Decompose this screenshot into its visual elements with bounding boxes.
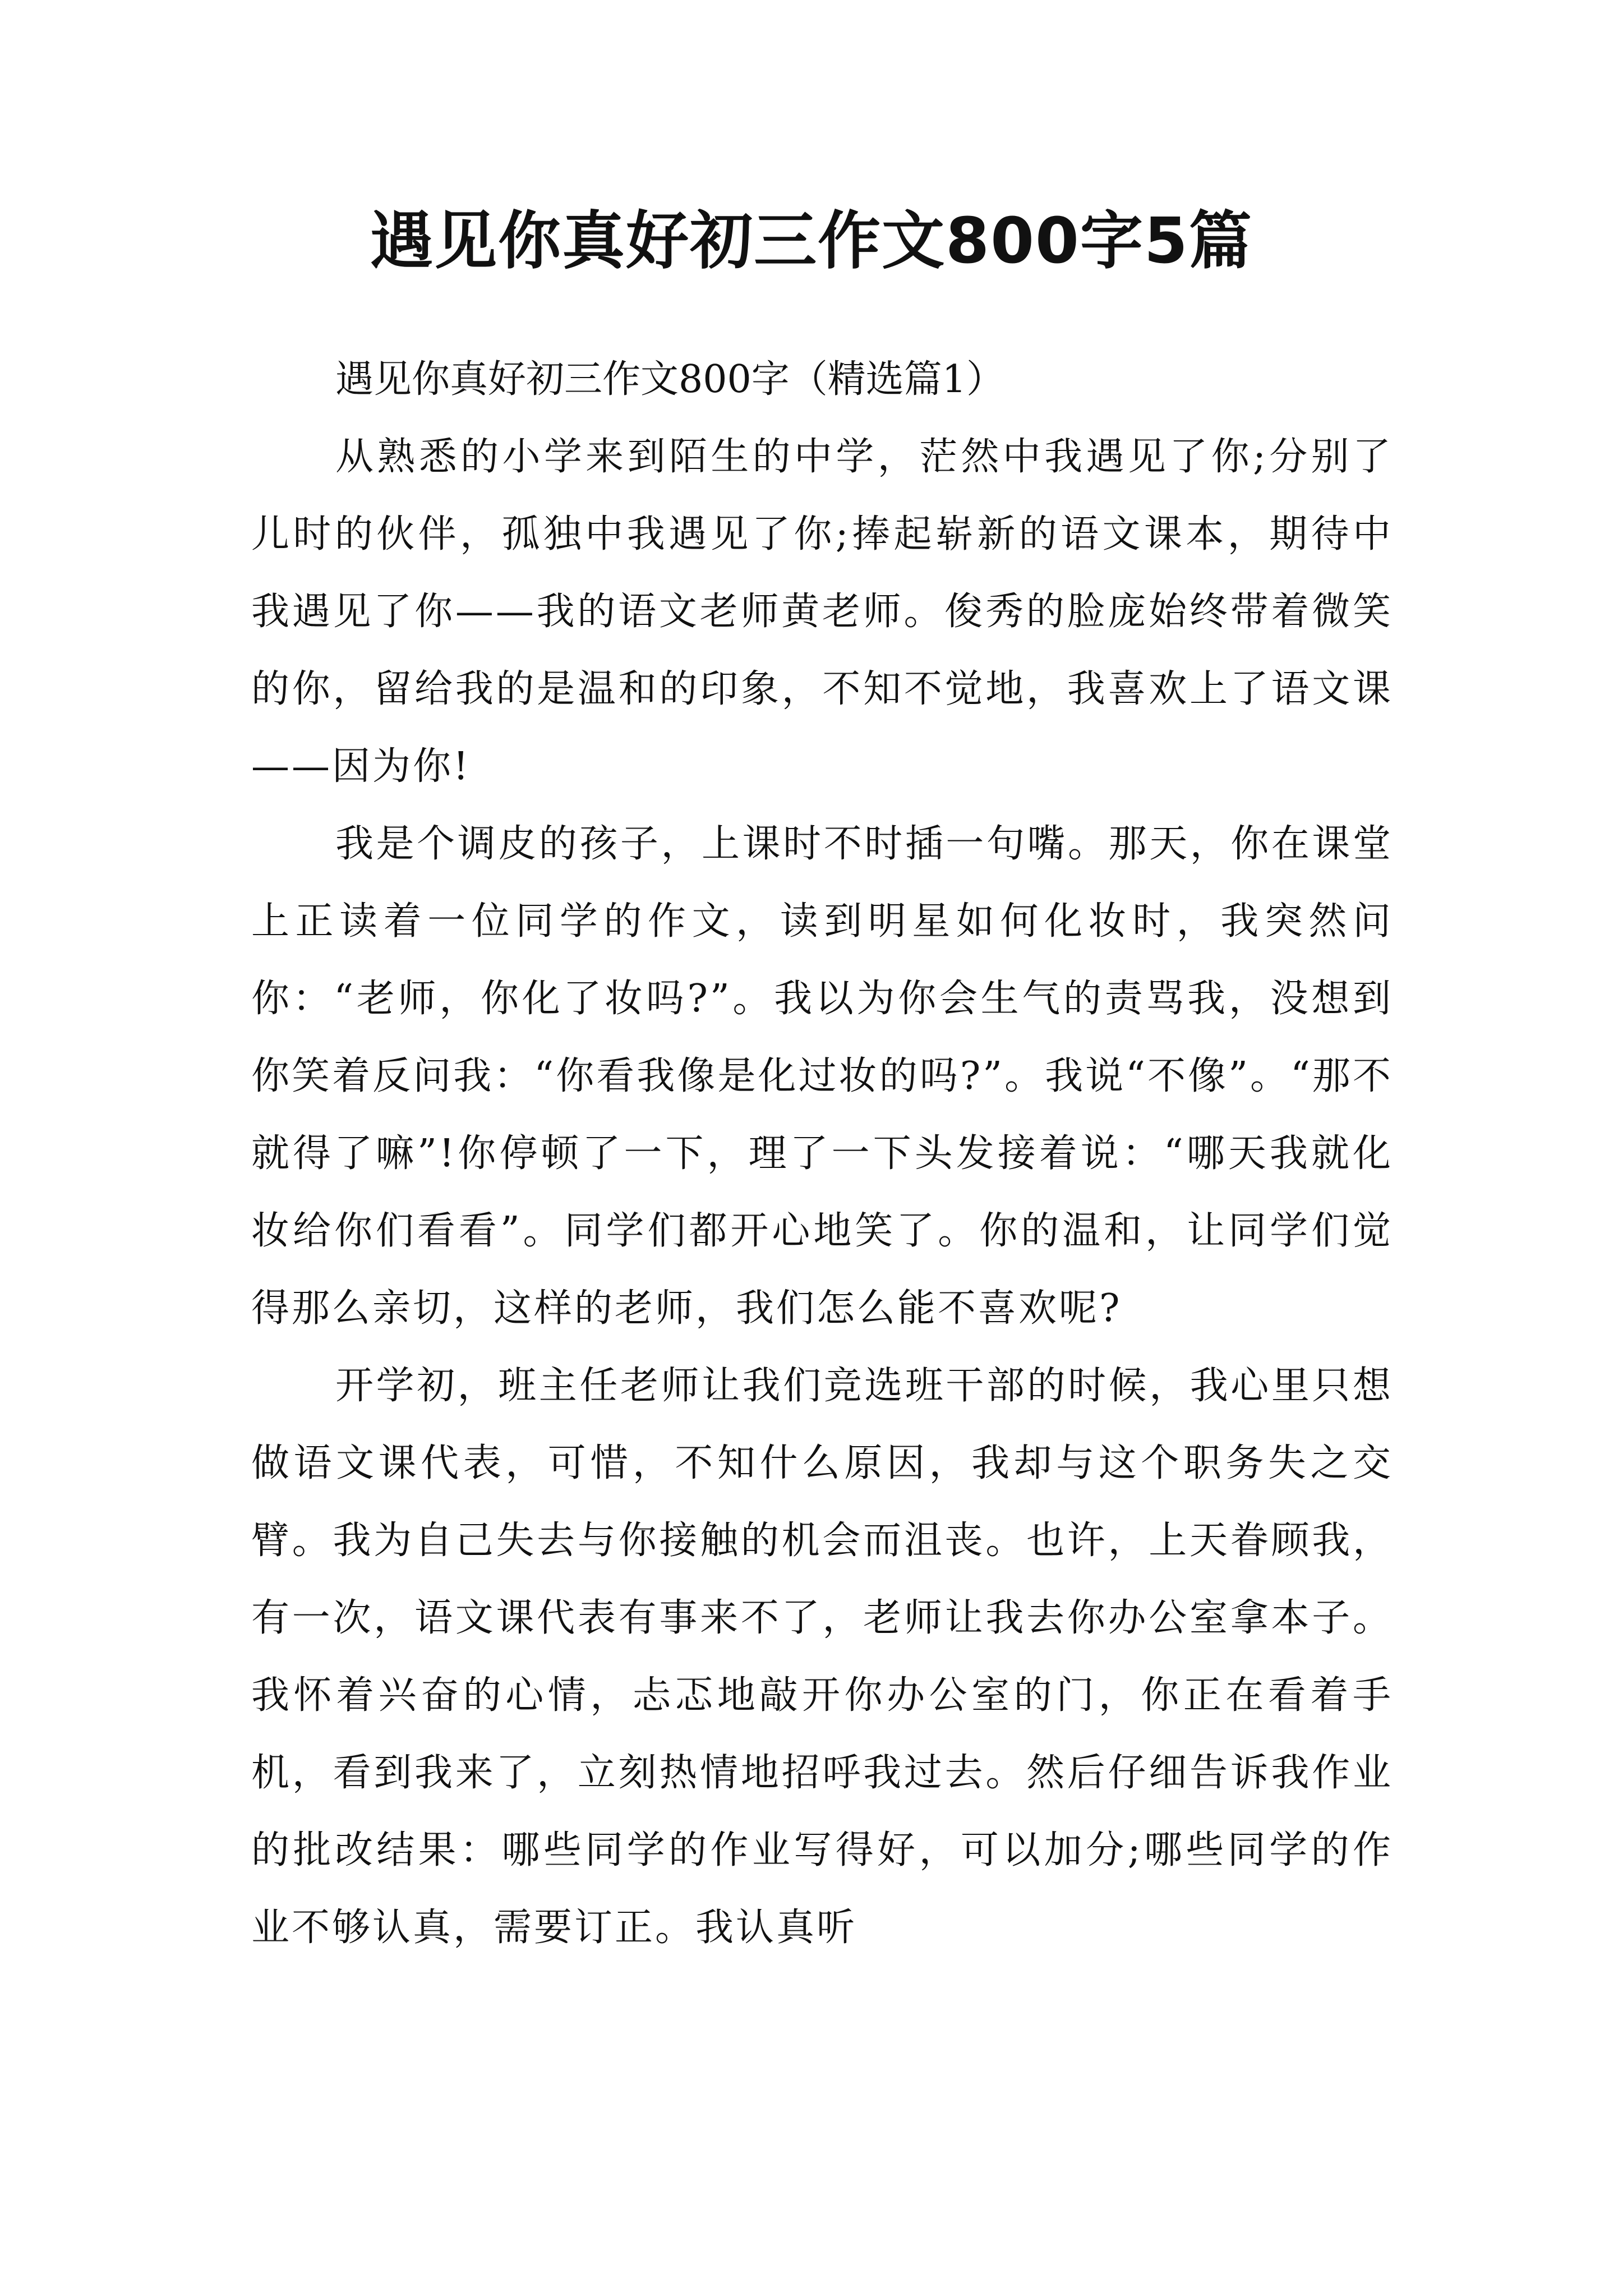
paragraph-1: 从熟悉的小学来到陌生的中学，茫然中我遇见了你;分别了儿时的伙伴，孤独中我遇见了你;捧起崭新的语文课本，期待中我遇见了你——我的语文老师黄老师。俊秀的脸庞始终带着微笑的你，留给我的是温和的印象，不知不觉地，我喜欢上了语文课——因为你! [251, 435, 1393, 789]
document-title: 遇见你真好初三作文800字5篇 [370, 205, 1253, 278]
section-heading: 遇见你真好初三作文800字（精选篇1） [335, 357, 1005, 402]
paragraph-3: 开学初，班主任老师让我们竞选班干部的时候，我心里只想做语文课代表，可惜，不知什么原因，我却与这个职务失之交臂。我为自己失去与你接触的机会而沮丧。也许，上天眷顾我，有一次，语文课代表有事来不了，老师让我去你办公室拿本子。我怀着兴奋的心情，忐忑地敲开你办公室的门，你正在看着手机，看到我来了，立刻热情地招呼我过去。然后仔细告诉我作业的批改结果：哪些同学的作业写得好，可以加分;哪些同学的作业不够认真，需要订正。我认真听 [251, 1364, 1393, 1950]
paragraph-2: 我是个调皮的孩子，上课时不时插一句嘴。那天，你在课堂上正读着一位同学的作文，读到明星如何化妆时，我突然问你：“老师，你化了妆吗?”。我以为你会生气的责骂我，没想到你笑着反问我：“你看我像是化过妆的吗?”。我说“不像”。“那不就得了嘛”!你停顿了一下，理了一下头发接着说：“哪天我就化妆给你们看看”。同学们都开心地笑了。你的温和，让同学们觉得那么亲切，这样的老师，我们怎么能不喜欢呢? [251, 822, 1393, 1331]
document-body [251, 341, 1393, 1967]
